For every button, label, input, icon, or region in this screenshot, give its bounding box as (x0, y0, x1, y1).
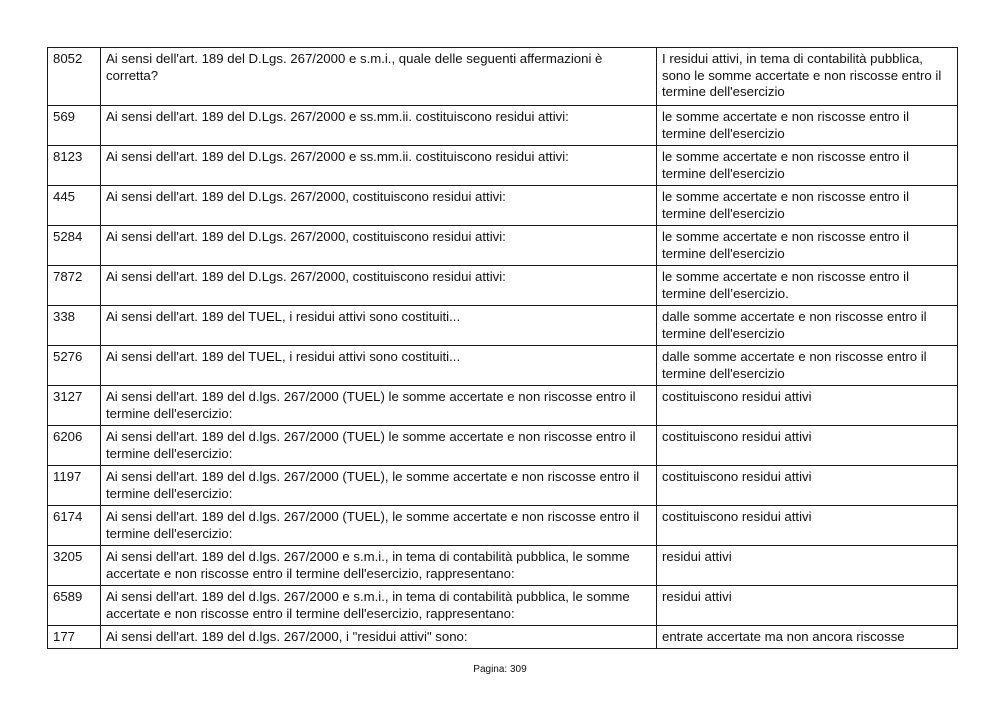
table-row (48, 146, 958, 186)
table-row (48, 346, 958, 386)
answer-text: dalle somme accertate e non riscosse entro il termine dell'esercizio (657, 306, 958, 346)
question-text: Ai sensi dell'art. 189 del D.Lgs. 267/2000 e ss.mm.ii. costituiscono residui attivi: (101, 146, 657, 186)
question-id: 3127 (48, 386, 101, 426)
table-row (48, 106, 958, 146)
table-row (48, 466, 958, 506)
question-id: 8052 (48, 48, 101, 106)
answer-text: residui attivi (657, 586, 958, 626)
question-id: 6589 (48, 586, 101, 626)
answer-text: residui attivi (657, 546, 958, 586)
answer-text: costituiscono residui attivi (657, 506, 958, 546)
table-row (48, 48, 958, 106)
table-row (48, 226, 958, 266)
question-id: 6174 (48, 506, 101, 546)
answer-text: le somme accertate e non riscosse entro il termine dell’esercizio. (657, 266, 958, 306)
question-text: Ai sensi dell'art. 189 del d.lgs. 267/2000, i "residui attivi" sono: (101, 626, 657, 649)
answer-text: costituiscono residui attivi (657, 466, 958, 506)
answer-text: le somme accertate e non riscosse entro il termine dell'esercizio (657, 106, 958, 146)
question-text: Ai sensi dell'art. 189 del TUEL, i residui attivi sono costituiti... (101, 346, 657, 386)
question-id: 7872 (48, 266, 101, 306)
question-text: Ai sensi dell'art. 189 del d.lgs. 267/2000 (TUEL), le somme accertate e non riscosse entro il termine dell'esercizio: (101, 466, 657, 506)
question-id: 5284 (48, 226, 101, 266)
table-row (48, 586, 958, 626)
question-text: Ai sensi dell'art. 189 del TUEL, i residui attivi sono costituiti... (101, 306, 657, 346)
quiz-table (47, 47, 958, 649)
question-id: 445 (48, 186, 101, 226)
question-id: 5276 (48, 346, 101, 386)
question-text: Ai sensi dell'art. 189 del D.Lgs. 267/2000, costituiscono residui attivi: (101, 266, 657, 306)
question-id: 569 (48, 106, 101, 146)
question-text: Ai sensi dell'art. 189 del d.lgs. 267/2000 (TUEL) le somme accertate e non riscosse entro il termine dell'esercizio: (101, 426, 657, 466)
question-id: 6206 (48, 426, 101, 466)
question-text: Ai sensi dell'art. 189 del d.lgs. 267/2000 (TUEL), le somme accertate e non riscosse entro il termine dell'esercizio: (101, 506, 657, 546)
table-row (48, 426, 958, 466)
question-id: 3205 (48, 546, 101, 586)
question-text: Ai sensi dell'art. 189 del d.lgs. 267/2000 e s.m.i., in tema di contabilità pubblica, le somme accertate e non riscosse entro il termine dell'esercizio, rappresentano: (101, 586, 657, 626)
question-id: 338 (48, 306, 101, 346)
table-row (48, 626, 958, 649)
question-text: Ai sensi dell'art. 189 del D.Lgs. 267/2000 e ss.mm.ii. costituiscono residui attivi: (101, 106, 657, 146)
question-text: Ai sensi dell'art. 189 del D.Lgs. 267/2000, costituiscono residui attivi: (101, 186, 657, 226)
question-text: Ai sensi dell'art. 189 del D.Lgs. 267/2000 e s.m.i., quale delle seguenti affermazioni è corretta? (101, 48, 657, 106)
table-row (48, 186, 958, 226)
question-id: 177 (48, 626, 101, 649)
answer-text: costituiscono residui attivi (657, 426, 958, 466)
table-row (48, 266, 958, 306)
answer-text: I residui attivi, in tema di contabilità pubblica, sono le somme accertate e non riscosse entro il termine dell'esercizio (657, 48, 958, 106)
page-number: Pagina: 309 (473, 664, 527, 675)
answer-text: le somme accertate e non riscosse entro il termine dell'esercizio (657, 186, 958, 226)
answer-text: le somme accertate e non riscosse entro il termine dell'esercizio (657, 146, 958, 186)
question-id: 8123 (48, 146, 101, 186)
table-row (48, 546, 958, 586)
table-row (48, 386, 958, 426)
question-id: 1197 (48, 466, 101, 506)
answer-text: le somme accertate e non riscosse entro il termine dell'esercizio (657, 226, 958, 266)
question-text: Ai sensi dell'art. 189 del d.lgs. 267/2000 (TUEL) le somme accertate e non riscosse entro il termine dell'esercizio: (101, 386, 657, 426)
table-row (48, 506, 958, 546)
answer-text: entrate accertate ma non ancora riscosse (657, 626, 958, 649)
table-row (48, 306, 958, 346)
answer-text: costituiscono residui attivi (657, 386, 958, 426)
question-text: Ai sensi dell'art. 189 del D.Lgs. 267/2000, costituiscono residui attivi: (101, 226, 657, 266)
answer-text: dalle somme accertate e non riscosse entro il termine dell'esercizio (657, 346, 958, 386)
question-text: Ai sensi dell'art. 189 del d.lgs. 267/2000 e s.m.i., in tema di contabilità pubblica, le somme accertate e non riscosse entro il termine dell'esercizio, rappresentano: (101, 546, 657, 586)
